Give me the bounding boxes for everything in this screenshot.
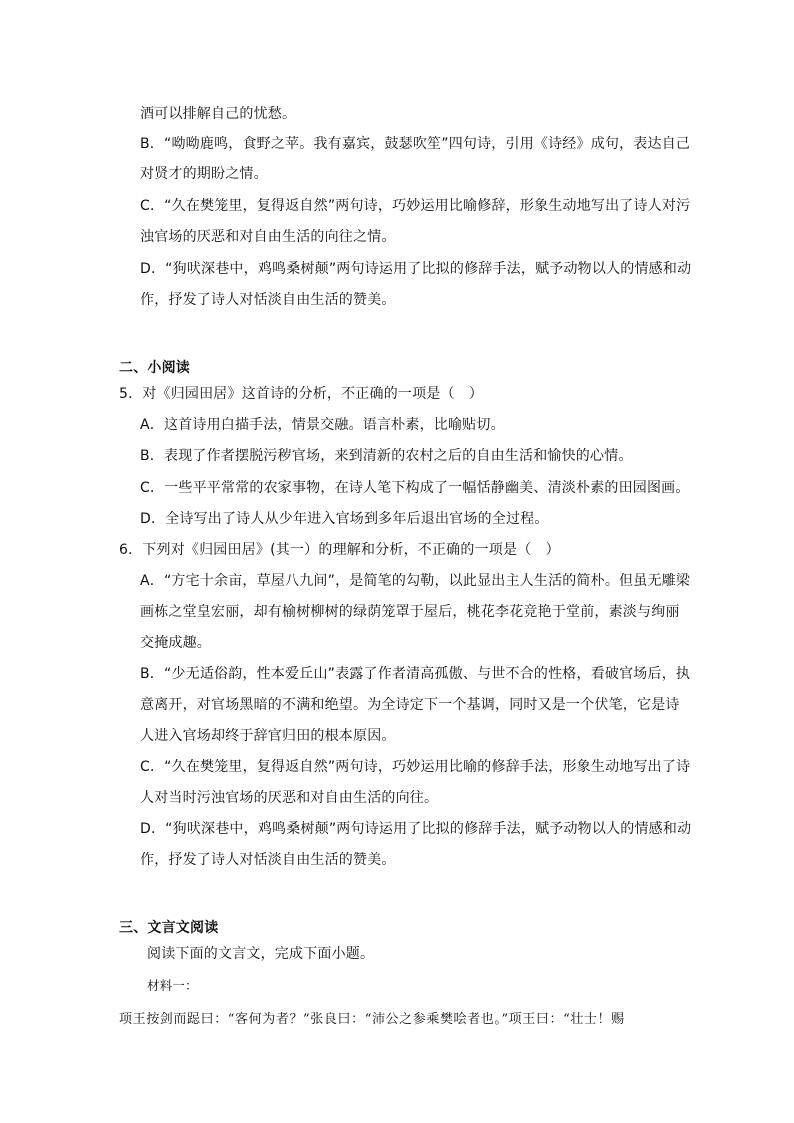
prev-option-d-line2: 作，抒发了诗人对恬淡自由生活的赞美。 — [140, 292, 396, 308]
section-2-title: 二、小阅读 — [119, 360, 190, 376]
prev-option-c-line2: 浊官场的厌恶和对自由生活的向往之情。 — [140, 229, 396, 245]
classical-text-line1: 项王按剑而跽曰：“客何为者？”张良曰：“沛公之参乘樊哙者也。”项王曰：“壮士！赐 — [119, 1012, 625, 1027]
question-6-option-d-line1: D．“狗吠深巷中，鸡鸣桑树颠”两句诗运用了比拟的修辞手法，赋予动物以人的情感和动 — [140, 821, 692, 837]
question-5-stem: 5．对《归园田居》这首诗的分析，不正确的一项是（ ） — [119, 386, 484, 402]
question-6-option-d-line2: 作，抒发了诗人对恬淡自由生活的赞美。 — [140, 852, 396, 868]
question-6-option-a-line2: 画栋之堂皇宏丽，却有榆树柳树的绿荫笼罩于屋后，桃花李花竞艳于堂前，素淡与绚丽 — [140, 604, 680, 620]
section-3-title: 三、文言文阅读 — [119, 920, 219, 936]
prev-option-b-line1: B．“呦呦鹿鸣，食野之苹。我有嘉宾，鼓瑟吹笙”四句诗，引用《诗经》成句，表达自己 — [140, 136, 691, 152]
prev-option-d-line1: D．“狗吠深巷中，鸡鸣桑树颠”两句诗运用了比拟的修辞手法，赋予动物以人的情感和动 — [140, 261, 692, 277]
prev-option-b-line2: 对贤才的期盼之情。 — [140, 166, 268, 182]
question-6-option-b-line3: 人进入官场却终于辞官归田的根本原因。 — [140, 728, 396, 744]
prev-option-a-tail: 酒可以排解自己的忧愁。 — [140, 106, 297, 122]
question-6-option-c-line2: 人对当时污浊官场的厌恶和对自由生活的向往。 — [140, 790, 439, 806]
question-6-option-c-line1: C．“久在樊笼里，复得返自然”两句诗，巧妙运用比喻的修辞手法，形象生动地写出了诗 — [140, 759, 691, 775]
question-5-option-b: B．表现了作者摆脱污秽官场，来到清新的农村之后的自由生活和愉快的心情。 — [140, 448, 633, 464]
question-5-option-d: D．全诗写出了诗人从少年进入官场到多年后退出官场的全过程。 — [140, 511, 549, 527]
question-6-option-a-line1: A．“方宅十余亩，草屋八九间”，是简笔的勾勒，以此显出主人生活的简朴。但虽无雕梁 — [140, 573, 691, 589]
material-1-label: 材料一： — [147, 978, 198, 993]
question-6-option-a-line3: 交掩成趣。 — [140, 635, 211, 651]
prev-option-c-line1: C．“久在樊笼里，复得返自然”两句诗，巧妙运用比喻修辞，形象生动地写出了诗人对污 — [140, 198, 691, 214]
section-3-instruction: 阅读下面的文言文，完成下面小题。 — [147, 946, 375, 962]
question-6-option-b-line1: B．“少无适俗韵，性本爱丘山”表露了作者清高孤傲、与世不合的性格，看破官场后，执 — [140, 666, 691, 682]
question-6-stem: 6．下列对《归园田居》(其一）的理解和分析，不正确的一项是（ ） — [119, 542, 560, 558]
question-6-option-b-line2: 意离开，对官场黑暗的不满和绝望。为全诗定下一个基调，同时又是一个伏笔，它是诗 — [140, 697, 680, 713]
question-5-option-c: C．一些平平常常的农家事物，在诗人笔下构成了一幅恬静幽美、清淡朴素的田园图画。 — [140, 480, 690, 496]
question-5-option-a: A．这首诗用白描手法，情景交融。语言朴素，比喻贴切。 — [140, 417, 505, 433]
